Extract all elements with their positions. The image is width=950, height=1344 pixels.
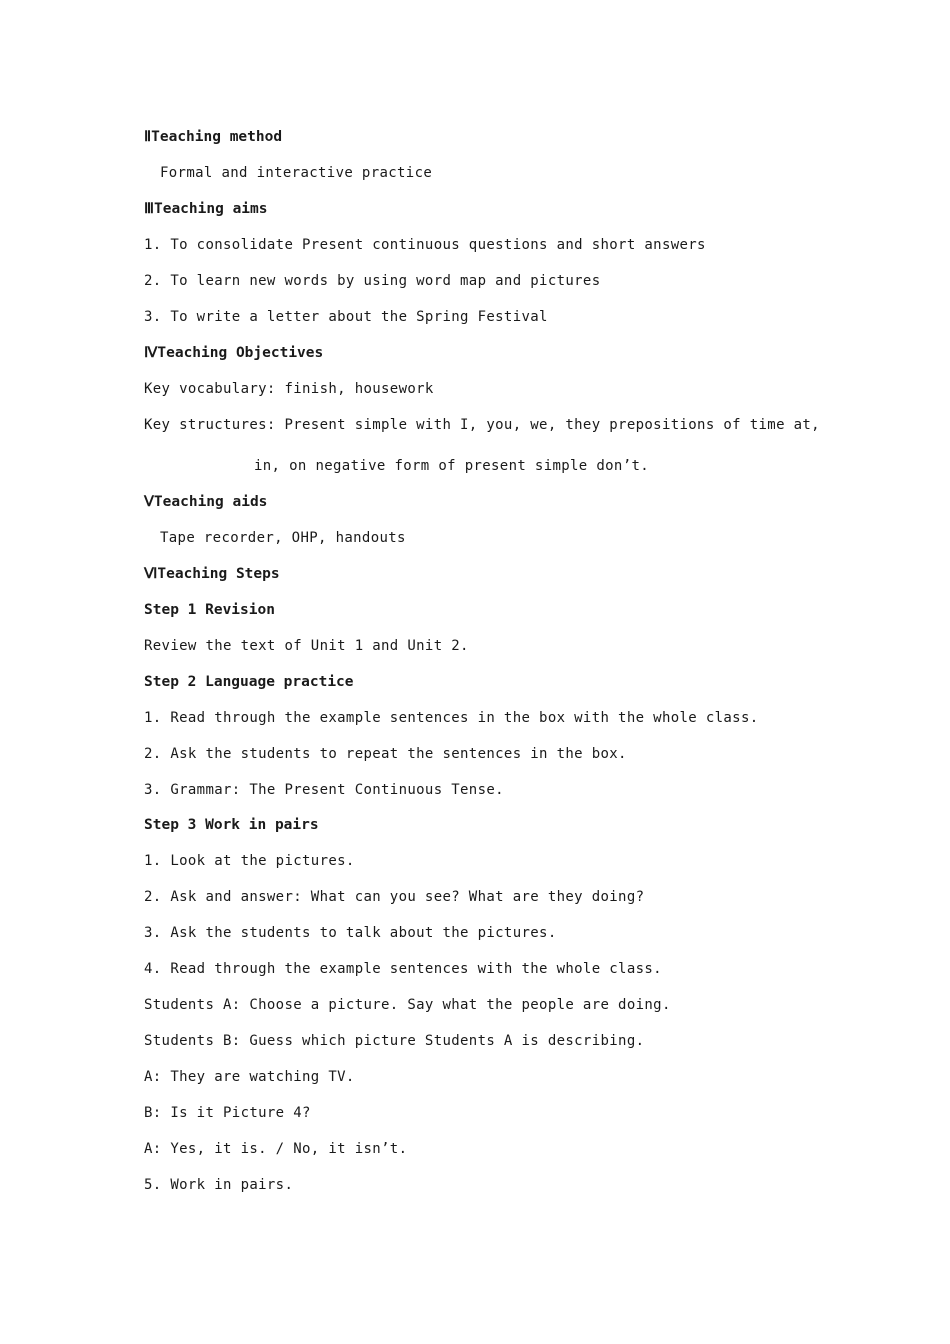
step-2-item-2: 2. Ask the students to repeat the sentences in the box.	[144, 746, 627, 762]
step-2-item-3: 3. Grammar: The Present Continuous Tense.	[144, 782, 504, 798]
section-heading-teaching-aims: ⅢTeaching aims	[144, 201, 268, 217]
step-3-student-b-line: Students B: Guess which picture Students A is describing.	[144, 1033, 645, 1049]
step-3-dialogue-b: B: Is it Picture 4?	[144, 1105, 311, 1121]
step-3-item-3: 3. Ask the students to talk about the pictures.	[144, 925, 557, 941]
key-structures-continuation: in, on negative form of present simple don’t.	[254, 458, 650, 474]
step-3-student-a-line: Students A: Choose a picture. Say what the people are doing.	[144, 997, 671, 1013]
teaching-aim-item-1: 1. To consolidate Present continuous questions and short answers	[144, 237, 706, 253]
teaching-aim-item-2: 2. To learn new words by using word map and pictures	[144, 273, 601, 289]
step-2-heading: Step 2 Language practice	[144, 674, 354, 690]
step-3-item-1: 1. Look at the pictures.	[144, 853, 355, 869]
teaching-method-text: Formal and interactive practice	[160, 165, 433, 181]
section-heading-teaching-steps: ⅥTeaching Steps	[144, 566, 280, 582]
step-2-item-1: 1. Read through the example sentences in the box with the whole class.	[144, 710, 759, 726]
key-structures-text: Key structures: Present simple with I, you, we, they prepositions of time at,	[144, 417, 820, 433]
step-1-heading: Step 1 Revision	[144, 602, 275, 618]
teaching-aim-item-3: 3. To write a letter about the Spring Festival	[144, 309, 548, 325]
teaching-aids-text: Tape recorder, OHP, handouts	[160, 530, 406, 546]
step-3-dialogue-a-2: A: Yes, it is. / No, it isn’t.	[144, 1141, 408, 1157]
step-3-item-2: 2. Ask and answer: What can you see? What are they doing?	[144, 889, 645, 905]
key-vocabulary-text: Key vocabulary: finish, housework	[144, 381, 434, 397]
section-heading-teaching-objectives: ⅣTeaching Objectives	[144, 345, 324, 361]
step-1-text: Review the text of Unit 1 and Unit 2.	[144, 638, 469, 654]
step-3-item-4: 4. Read through the example sentences with the whole class.	[144, 961, 662, 977]
step-3-dialogue-a-1: A: They are watching TV.	[144, 1069, 355, 1085]
step-3-heading: Step 3 Work in pairs	[144, 817, 319, 833]
section-heading-teaching-method: ⅡTeaching method	[144, 129, 283, 145]
section-heading-teaching-aids: ⅤTeaching aids	[144, 494, 268, 510]
step-3-item-5: 5. Work in pairs.	[144, 1177, 294, 1193]
